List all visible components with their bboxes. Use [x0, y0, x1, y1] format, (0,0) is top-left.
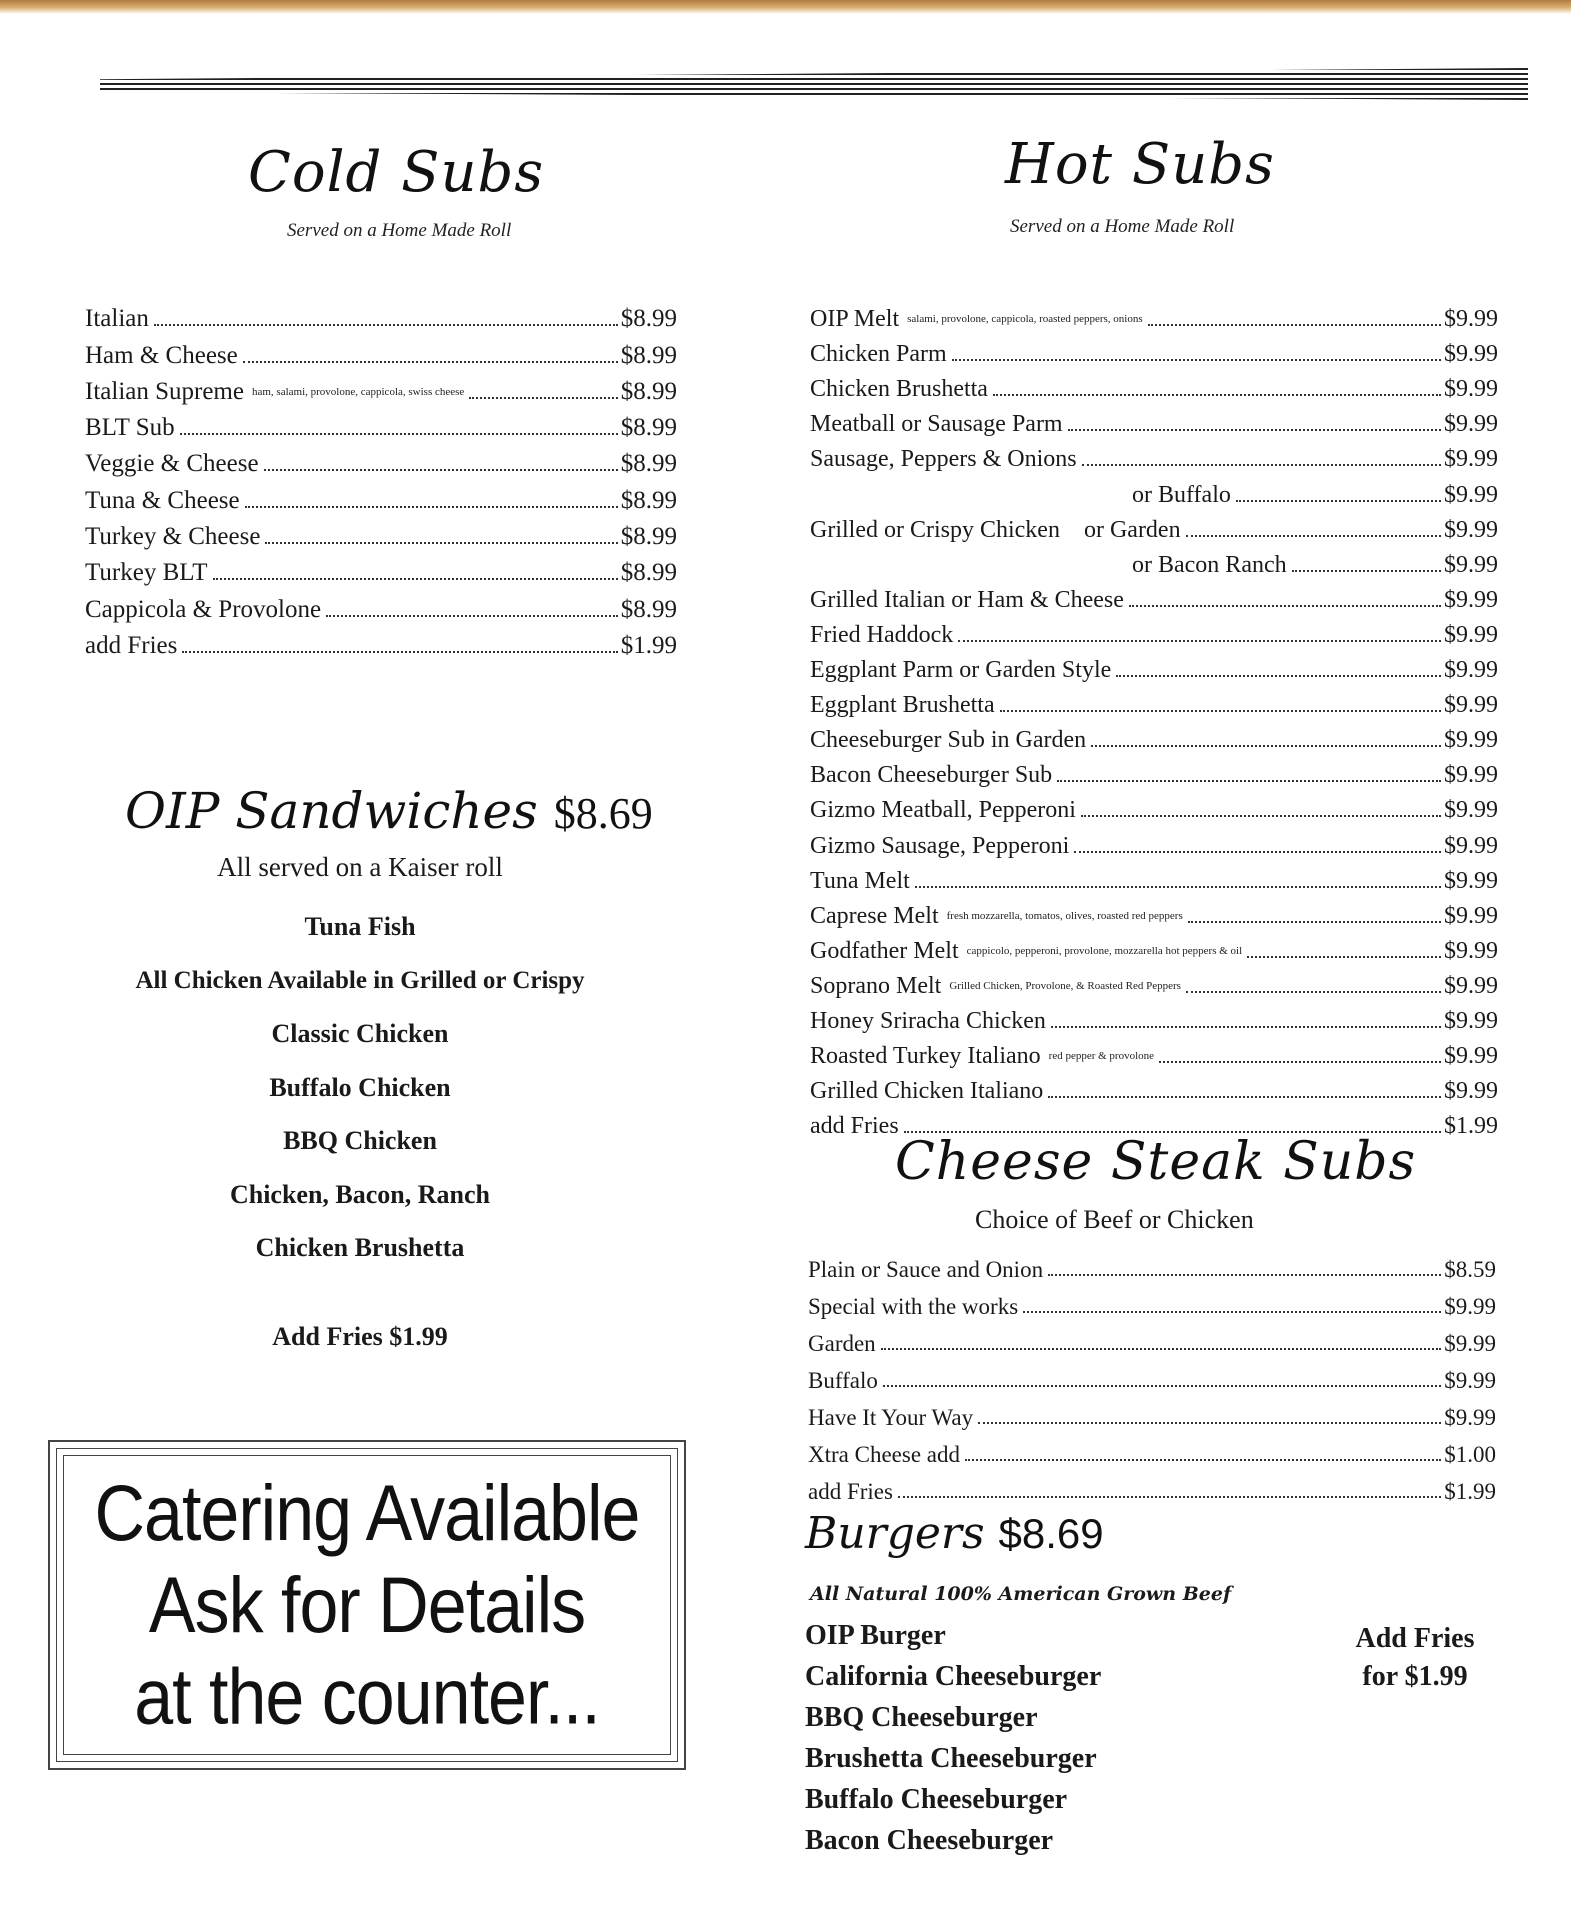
- menu-item-price: $9.99: [1444, 762, 1498, 789]
- menu-item-price: $1.00: [1444, 1442, 1496, 1467]
- menu-item-price: $8.99: [620, 305, 677, 333]
- menu-item: [85, 587, 677, 623]
- menu-item: [808, 1468, 1496, 1505]
- menu-item-price: $1.99: [1444, 1113, 1498, 1140]
- catering-box: [48, 1440, 686, 1770]
- menu-item: [85, 297, 677, 333]
- dot-leader: [1247, 956, 1441, 958]
- page-top-edge: [0, 0, 1571, 14]
- menu-item-name: BLT Sub: [85, 414, 175, 442]
- cheese-steak-list: [808, 1246, 1496, 1505]
- burgers-name: Burgers: [805, 1508, 985, 1559]
- burgers-add-fries: [1315, 1620, 1515, 1696]
- menu-item-name: Turkey BLT: [85, 559, 208, 587]
- cold-subs-title: Cold Subs: [248, 140, 545, 205]
- oip-sandwich-item: Buffalo Chicken: [269, 1072, 451, 1102]
- menu-item-price: $9.99: [1444, 481, 1498, 508]
- menu-item: [85, 478, 677, 514]
- menu-item-name: Grilled Chicken Italiano: [810, 1078, 1044, 1105]
- menu-item: [808, 1357, 1496, 1394]
- menu-item-name: Garden: [808, 1331, 876, 1356]
- oip-note: All Chicken Available in Grilled or Crispy: [135, 966, 585, 994]
- menu-item-price: $9.99: [1444, 551, 1498, 578]
- oip-sandwiches-title: [125, 782, 653, 840]
- menu-item-name: Italian: [85, 305, 149, 333]
- menu-item: [810, 895, 1498, 930]
- menu-item: [85, 406, 677, 442]
- menu-item-name: Xtra Cheese add: [808, 1442, 960, 1467]
- menu-item-price: $9.99: [1444, 516, 1498, 543]
- dot-leader: [1082, 464, 1441, 466]
- menu-item: [810, 403, 1498, 438]
- menu-item-price: $8.99: [620, 341, 677, 369]
- dot-leader: [965, 1459, 1441, 1461]
- menu-item-price: $9.99: [1444, 657, 1498, 684]
- menu-item-price: $1.99: [1444, 1479, 1496, 1504]
- dot-leader: [213, 578, 618, 580]
- cold-subs-list: [85, 297, 677, 660]
- menu-item: [810, 860, 1498, 895]
- oip-sandwich-item: Tuna Fish: [304, 912, 416, 941]
- dot-leader: [1068, 429, 1441, 431]
- cheese-steak-subtitle: Choice of Beef or Chicken: [975, 1205, 1254, 1234]
- dot-leader: [1292, 570, 1441, 572]
- menu-item-price: $8.99: [620, 595, 677, 623]
- dot-leader: [264, 469, 618, 471]
- menu-item-name: Sausage, Peppers & Onions: [810, 446, 1077, 473]
- dot-leader: [180, 433, 618, 435]
- dot-leader: [1091, 745, 1441, 747]
- menu-item-price: $8.99: [620, 523, 677, 551]
- cold-subs-subtitle: Served on a Home Made Roll: [287, 220, 512, 241]
- menu-item-price: $9.99: [1444, 902, 1498, 929]
- menu-item-price: $8.99: [620, 559, 677, 587]
- menu-item-price: $9.99: [1444, 972, 1498, 999]
- menu-item-name: or Buffalo: [1132, 481, 1231, 508]
- menu-item-name: Turkey & Cheese: [85, 523, 261, 551]
- menu-item-price: $9.99: [1444, 1007, 1498, 1034]
- menu-item: [85, 333, 677, 369]
- dot-leader: [326, 615, 618, 617]
- oip-sandwich-item: Chicken, Bacon, Ranch: [229, 1179, 491, 1209]
- dot-leader: [883, 1385, 1441, 1387]
- hot-subs-title: Hot Subs: [1005, 132, 1275, 197]
- menu-item-name: Chicken Brushetta: [810, 376, 988, 403]
- dot-leader: [1159, 1061, 1441, 1063]
- menu-item-name: add Fries: [810, 1113, 899, 1140]
- menu-item-name: Buffalo: [808, 1368, 878, 1393]
- dot-leader: [1188, 921, 1441, 923]
- menu-item: [810, 333, 1498, 368]
- dot-leader: [1074, 851, 1441, 853]
- menu-item: [808, 1431, 1496, 1468]
- menu-item-price: $9.99: [1444, 1368, 1496, 1393]
- menu-item-price: $9.99: [1444, 411, 1498, 438]
- top-divider-rule: [100, 68, 1528, 100]
- menu-item-name: Special with the works: [808, 1294, 1019, 1319]
- menu-item: [85, 442, 677, 478]
- burgers-title: [805, 1508, 1104, 1559]
- menu-item-name: Grilled or Crispy Chicken or Garden: [810, 516, 1181, 543]
- menu-item-price: $8.99: [620, 486, 677, 514]
- menu-item-name: Italian Supreme: [85, 377, 244, 405]
- menu-item: [810, 438, 1498, 473]
- menu-item-price: $9.99: [1444, 727, 1498, 754]
- menu-item: [85, 624, 677, 660]
- menu-item: [810, 824, 1498, 859]
- menu-item: [810, 579, 1498, 614]
- dot-leader: [265, 542, 617, 544]
- dot-leader: [243, 361, 618, 363]
- menu-item-price: $9.99: [1444, 376, 1498, 403]
- menu-item: [85, 551, 677, 587]
- burgers-price: $8.69: [998, 1510, 1104, 1557]
- burger-item: Brushetta Cheeseburger: [805, 1743, 1097, 1774]
- menu-item-description: cappicolo, pepperoni, provolone, mozzarella hot peppers & oil: [966, 944, 1243, 957]
- dot-leader: [469, 397, 617, 399]
- menu-item: [810, 965, 1498, 1000]
- menu-item-name: Eggplant Parm or Garden Style: [810, 657, 1112, 684]
- menu-item-price: $9.99: [1444, 446, 1498, 473]
- menu-item: [85, 370, 677, 406]
- dot-leader: [1186, 535, 1441, 537]
- menu-item-price: $8.99: [620, 414, 677, 442]
- oip-sandwich-item: Classic Chicken: [271, 1019, 449, 1048]
- cheese-steak-title: Cheese Steak Subs: [895, 1132, 1417, 1192]
- menu-item: [808, 1320, 1496, 1357]
- menu-item-name: add Fries: [808, 1479, 893, 1504]
- burger-item: Buffalo Cheeseburger: [805, 1784, 1068, 1815]
- menu-item-price: $8.99: [620, 450, 677, 478]
- menu-item: [810, 614, 1498, 649]
- menu-item-name: Have It Your Way: [808, 1405, 974, 1430]
- oip-sandwich-item: BBQ Chicken: [283, 1126, 437, 1155]
- menu-item: [810, 473, 1498, 508]
- menu-item-name: Grilled Italian or Ham & Cheese: [810, 586, 1124, 613]
- burgers-fries-line: for $1.99: [1362, 1661, 1468, 1692]
- menu-item: [85, 515, 677, 551]
- menu-item-price: $9.99: [1444, 306, 1498, 333]
- dot-leader: [1048, 1274, 1441, 1276]
- dot-leader: [154, 324, 618, 326]
- menu-item-name: Tuna Melt: [810, 867, 910, 894]
- menu-item-price: $9.99: [1444, 797, 1498, 824]
- oip-sandwiches-list: [110, 900, 610, 1275]
- menu-item-price: $9.99: [1444, 692, 1498, 719]
- oip-sandwiches-subtitle: All served on a Kaiser roll: [217, 852, 503, 882]
- menu-item: [810, 649, 1498, 684]
- menu-item-description: salami, provolone, cappicola, roasted peppers, onions: [907, 313, 1143, 326]
- menu-item-price: $8.99: [620, 377, 677, 405]
- menu-item-price: $9.99: [1444, 1405, 1496, 1430]
- menu-item: [810, 368, 1498, 403]
- menu-item: [808, 1283, 1496, 1320]
- oip-add-fries: Add Fries $1.99: [272, 1322, 448, 1351]
- menu-item-name: Ham & Cheese: [85, 341, 238, 369]
- menu-item-name: Tuna & Cheese: [85, 486, 240, 514]
- menu-item-price: $9.99: [1444, 1294, 1496, 1319]
- dot-leader: [978, 1422, 1441, 1424]
- menu-item-name: or Bacon Ranch: [1132, 551, 1287, 578]
- menu-item-price: $9.99: [1444, 832, 1498, 859]
- menu-item-name: Cheeseburger Sub in Garden: [810, 727, 1087, 754]
- menu-item: [810, 1000, 1498, 1035]
- dot-leader: [898, 1496, 1441, 1498]
- oip-sandwich-item: Chicken Brushetta: [255, 1233, 465, 1262]
- dot-leader: [182, 651, 617, 653]
- burger-item: OIP Burger: [805, 1620, 946, 1651]
- dot-leader: [1057, 780, 1441, 782]
- menu-item: [810, 298, 1498, 333]
- menu-item: [810, 930, 1498, 965]
- dot-leader: [952, 359, 1441, 361]
- oip-sandwiches-name: OIP Sandwiches: [125, 782, 538, 840]
- menu-item: [810, 509, 1498, 544]
- menu-item-price: $9.99: [1444, 1043, 1498, 1070]
- menu-item-name: Veggie & Cheese: [85, 450, 259, 478]
- dot-leader: [1023, 1311, 1441, 1313]
- menu-item: [810, 719, 1498, 754]
- menu-item: [810, 1035, 1498, 1070]
- menu-item: [810, 754, 1498, 789]
- oip-sandwiches-price: $8.69: [553, 789, 653, 838]
- dot-leader: [1186, 991, 1441, 993]
- dot-leader: [1048, 1096, 1441, 1098]
- menu-item-name: OIP Melt: [810, 306, 900, 333]
- menu-item-description: fresh mozzarella, tomatos, olives, roasted red peppers: [946, 909, 1183, 922]
- dot-leader: [958, 640, 1441, 642]
- menu-item: [808, 1246, 1496, 1283]
- menu-item-name: Gizmo Sausage, Pepperoni: [810, 832, 1070, 859]
- menu-item: [810, 544, 1498, 579]
- dot-leader: [1116, 675, 1441, 677]
- menu-item-name: Caprese Melt: [810, 902, 939, 929]
- dot-leader: [1000, 710, 1441, 712]
- menu-item-name: Soprano Melt: [810, 972, 942, 999]
- dot-leader: [881, 1348, 1442, 1350]
- menu-item: [810, 1070, 1498, 1105]
- dot-leader: [245, 506, 618, 508]
- menu-item: [808, 1394, 1496, 1431]
- burger-item: BBQ Cheeseburger: [805, 1702, 1038, 1733]
- hot-subs-list: [810, 298, 1498, 1140]
- menu-item-price: $9.99: [1444, 621, 1498, 648]
- menu-item-price: $9.99: [1444, 867, 1498, 894]
- dot-leader: [1148, 324, 1441, 326]
- menu-item-name: Plain or Sauce and Onion: [808, 1257, 1044, 1282]
- menu-item-price: $9.99: [1444, 341, 1498, 368]
- menu-item-name: Fried Haddock: [810, 621, 954, 648]
- dot-leader: [1051, 1026, 1441, 1028]
- burgers-fries-line: Add Fries: [1355, 1623, 1475, 1654]
- menu-item-name: Eggplant Brushetta: [810, 692, 995, 719]
- menu-item: [810, 684, 1498, 719]
- dot-leader: [1129, 605, 1441, 607]
- dot-leader: [1081, 815, 1441, 817]
- menu-item-name: Gizmo Meatball, Pepperoni: [810, 797, 1076, 824]
- menu-item-price: $9.99: [1444, 586, 1498, 613]
- burger-item: Bacon Cheeseburger: [805, 1825, 1054, 1856]
- menu-item-name: Cappicola & Provolone: [85, 595, 322, 623]
- menu-item-name: Roasted Turkey Italiano: [810, 1043, 1041, 1070]
- burger-item: California Cheeseburger: [805, 1661, 1102, 1692]
- catering-line: at the counter...: [134, 1653, 600, 1741]
- menu-item-name: Chicken Parm: [810, 341, 947, 368]
- menu-item-price: $9.99: [1444, 1078, 1498, 1105]
- menu-item-description: ham, salami, provolone, cappicola, swiss cheese: [251, 385, 465, 398]
- hot-subs-subtitle: Served on a Home Made Roll: [1010, 216, 1235, 237]
- menu-item: [810, 789, 1498, 824]
- menu-item-price: $1.99: [620, 631, 677, 659]
- burgers-list: [805, 1615, 1101, 1861]
- menu-item-price: $9.99: [1444, 1331, 1496, 1356]
- menu-item-description: Grilled Chicken, Provolone, & Roasted Red Peppers: [949, 979, 1181, 992]
- menu-item-name: Honey Sriracha Chicken: [810, 1007, 1046, 1034]
- menu-item-price: $8.59: [1444, 1257, 1496, 1282]
- catering-text: [50, 1467, 684, 1743]
- menu-item-description: red pepper & provolone: [1048, 1050, 1155, 1063]
- menu-item-name: Godfather Melt: [810, 937, 959, 964]
- menu-item-name: add Fries: [85, 631, 178, 659]
- burgers-tagline: All Natural 100% American Grown Beef: [810, 1583, 1232, 1605]
- catering-line: Catering Available: [94, 1469, 640, 1557]
- menu-item-name: Bacon Cheeseburger Sub: [810, 762, 1053, 789]
- menu-item-price: $9.99: [1444, 937, 1498, 964]
- dot-leader: [915, 886, 1441, 888]
- catering-line: Ask for Details: [148, 1561, 586, 1649]
- menu-item-name: Meatball or Sausage Parm: [810, 411, 1063, 438]
- dot-leader: [993, 394, 1441, 396]
- dot-leader: [1236, 500, 1441, 502]
